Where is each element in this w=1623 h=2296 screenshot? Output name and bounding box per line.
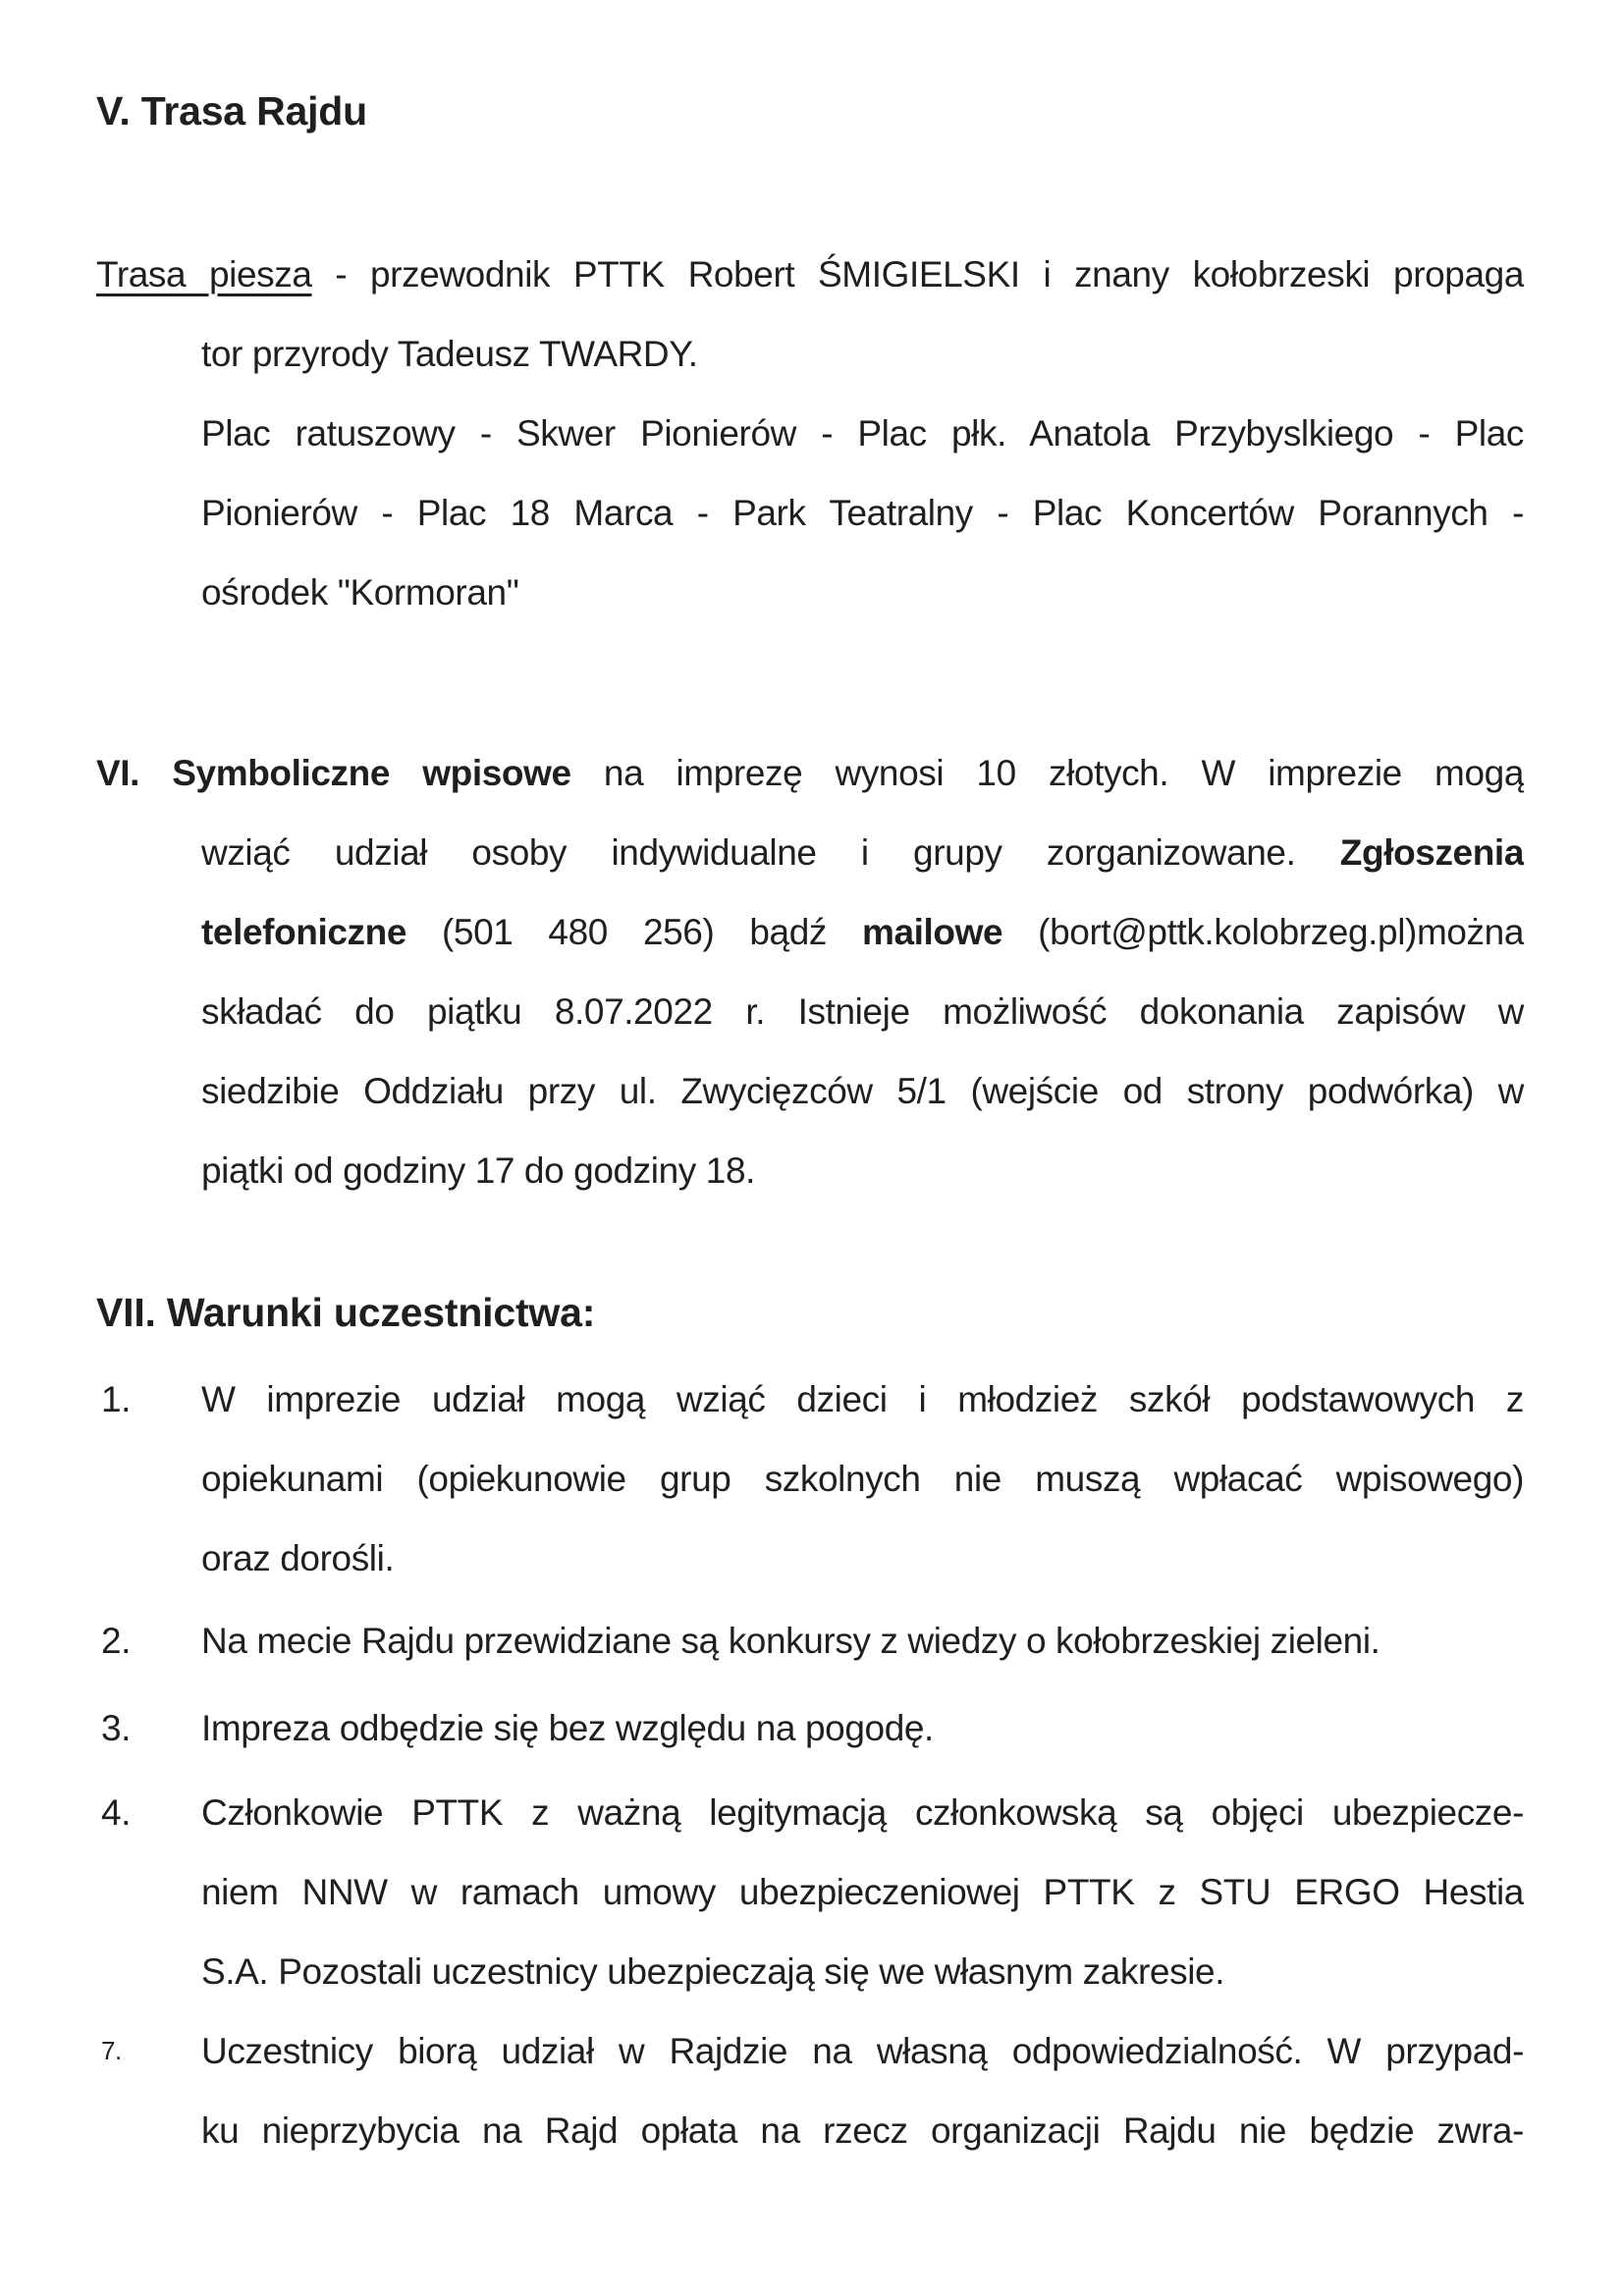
list-item-2	[96, 1601, 1524, 1681]
text-line: Uczestnicy biorą udział w Rajdzie na własną odpowiedzialność. W przypad-	[201, 2031, 1524, 2071]
text-line: Plac ratuszowy - Skwer Pionierów - Plac płk. Anatola Przybyslkiego - Plac	[201, 413, 1524, 454]
text-line	[96, 733, 1524, 813]
text-line: oraz dorośli.	[201, 1538, 395, 1578]
line-text: na imprezę wynosi 10 złotych. W imprezie mogą	[570, 753, 1524, 793]
text-line: niem NNW w ramach umowy ubezpieczeniowej PTTK z STU ERGO Hestia	[201, 1872, 1524, 1912]
text-line: ośrodek "Kormoran"	[201, 572, 519, 613]
text-line: W imprezie udział mogą wziąć dzieci i młodzież szkół podstawowych z	[201, 1379, 1524, 1419]
list-number: 2.	[101, 1621, 132, 1661]
list-number: 1.	[101, 1379, 132, 1419]
list-item-1	[96, 1360, 1524, 1598]
line-text: - przewodnik PTTK Robert ŚMIGIELSKI i znany kołobrzeski propaga	[311, 254, 1524, 294]
line-text: (bort@pttk.kolobrzeg.pl)można	[1002, 912, 1524, 952]
text-line: Pionierów - Plac 18 Marca - Park Teatralny - Plac Koncertów Porannych -	[201, 493, 1524, 533]
bold-lead: VI. Symboliczne wpisowe	[96, 753, 571, 793]
section-v-heading: V. Trasa Rajdu	[96, 88, 367, 133]
text-line	[96, 235, 1524, 314]
text-line: Na mecie Rajdu przewidziane są konkursy z wiedzy o kołobrzeskiej zieleni.	[201, 1621, 1380, 1661]
text-line	[201, 892, 1524, 972]
list-number: 3.	[101, 1708, 132, 1748]
underlined-lead: Trasa piesza	[96, 254, 312, 294]
text-line: opiekunami (opiekunowie grup szkolnych nie muszą wpłacać wpisowego)	[201, 1459, 1524, 1499]
list-item-7	[96, 2011, 1524, 2170]
bold-word: mailowe	[861, 912, 1003, 952]
text-line: Impreza odbędzie się bez względu na pogodę.	[201, 1708, 934, 1748]
text-line: składać do piątku 8.07.2022 r. Istnieje możliwość dokonania zapisów w	[201, 991, 1524, 1032]
paragraph-wpisowe	[96, 733, 1524, 1210]
text-line: tor przyrody Tadeusz TWARDY.	[201, 334, 698, 374]
bold-word: telefoniczne	[201, 912, 407, 952]
line-text: (501 480 256) bądź	[406, 912, 862, 952]
paragraph-trasa-piesza	[96, 235, 1524, 632]
text-line: siedzibie Oddziału przy ul. Zwycięzców 5/1 (wejście od strony podwórka) w	[201, 1071, 1524, 1111]
list-item-3	[96, 1688, 1524, 1768]
text-line	[201, 813, 1524, 892]
list-item-4	[96, 1773, 1524, 2011]
text-line: piątki od godziny 17 do godziny 18.	[201, 1150, 756, 1191]
text-line: S.A. Pozostali uczestnicy ubezpieczają się we własnym zakresie.	[201, 1951, 1225, 1992]
list-number: 4.	[101, 1792, 132, 1833]
section-vii-heading: VII. Warunki uczestnictwa:	[96, 1290, 596, 1335]
text-line: Członkowie PTTK z ważną legitymacją członkowską są objęci ubezpiecze-	[201, 1792, 1524, 1833]
list-number: 7.	[101, 2036, 122, 2065]
text-line: ku nieprzybycia na Rajd opłata na rzecz organizacji Rajdu nie będzie zwra-	[201, 2110, 1524, 2151]
line-text: wziąć udział osoby indywidualne i grupy zorganizowane.	[201, 832, 1340, 873]
bold-word: Zgłoszenia	[1339, 832, 1524, 873]
